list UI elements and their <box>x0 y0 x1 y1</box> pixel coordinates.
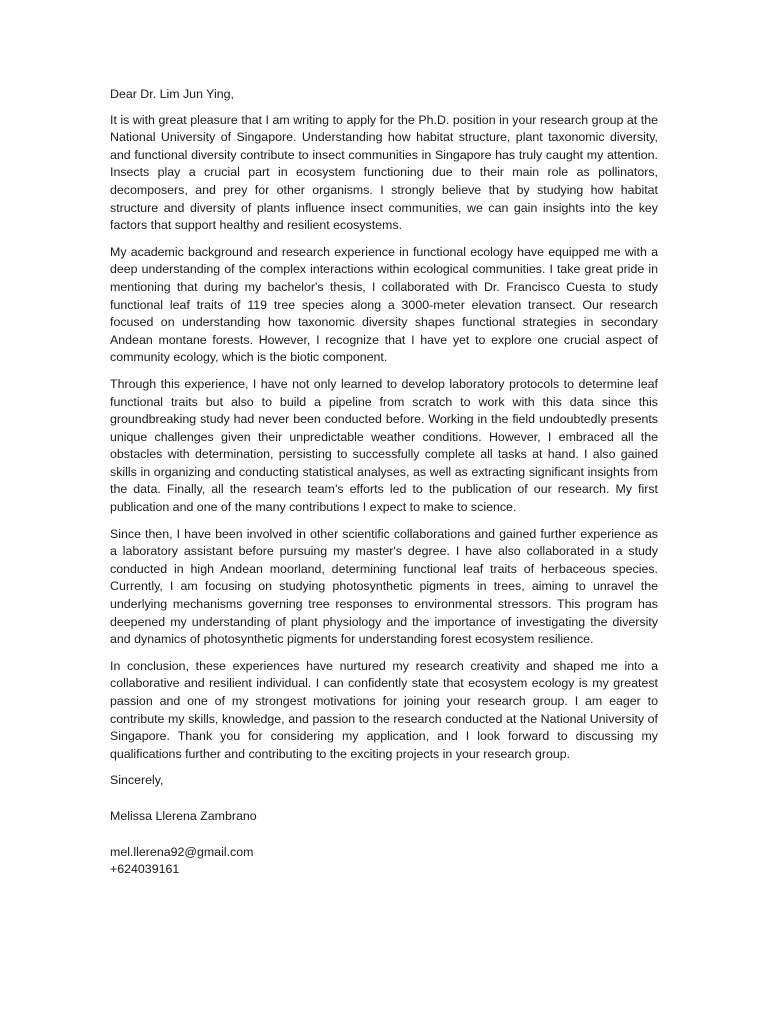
paragraph-conclusion: In conclusion, these experiences have nurtured my research creativity and shaped me into a collaborative and resilient individual. I can confidently state that ecosystem ecology is my greatest passion and one of my strongest motivations for joining your research group. I am eager to contribute my skills, knowledge, and passion to the research conducted at the National University of Singapore. Thank you for considering my application, and I look forward to discussing my qualifications further and contributing to the exciting projects in your research group. <box>110 658 658 761</box>
phone-number: +624039161 <box>110 862 180 877</box>
paragraph-intro: It is with great pleasure that I am writing to apply for the Ph.D. position in your research group at the National University of Singapore. Understanding how habitat structure, plant taxonomic diversity, and functional diversity contribute to insect communities in Singapore has truly caught my attention. Insects play a crucial part in ecosystem functioning due to their main role as pollinators, decomposers, and prey for other organisms. I strongly believe that by studying how habitat structure and diversity of plants influence insect communities, we can gain insights into the key factors that support healthy and resilient ecosystems. <box>110 112 658 233</box>
letter-page <box>110 86 658 879</box>
paragraph-experience: Through this experience, I have not only learned to develop laboratory protocols to determine leaf functional traits but also to build a pipeline from scratch to work with this data since this groundbreaking study had never been conducted before. Working in the field undoubtedly presents unique challenges given their unpredictable weather conditions. However, I embraced all the obstacles with determination, persisting to successfully complete all tasks at hand. I also gained skills in organizing and conducting statistical analyses, as well as extracting significant insights from the data. Finally, all the research team’s efforts led to the publication of our research. My first publication and one of the many contributions I expect to make to science. <box>110 376 658 515</box>
paragraph-background: My academic background and research experience in functional ecology have equipped me with a deep understanding of the complex interactions within ecological communities. I take great pride in mentioning that during my bachelor's thesis, I collaborated with Dr. Francisco Cuesta to study functional leaf traits of 119 tree species along a 3000-meter elevation transect. Our research focused on understanding how taxonomic diversity shapes functional strategies in secondary Andean montane forests. However, I recognize that I have yet to explore one crucial aspect of community ecology, which is the biotic component. <box>110 244 658 365</box>
email-address: mel.llerena92@gmail.com <box>110 844 254 859</box>
signature-name: Melissa Llerena Zambrano <box>110 808 257 823</box>
closing: Sincerely, <box>110 773 164 788</box>
paragraph-collaborations: Since then, I have been involved in other scientific collaborations and gained further experience as a laboratory assistant before pursuing my master's degree. I have also collaborated in a study conducted in high Andean moorland, determining functional leaf traits of herbaceous species. Currently, I am focusing on studying photosynthetic pigments in trees, aiming to unravel the underlying mechanisms governing tree responses to environmental stressors. This program has deepened my understanding of plant physiology and the importance of investigating the diversity and dynamics of photosynthetic pigments for understanding forest ecosystem resilience. <box>110 526 658 647</box>
salutation: Dear Dr. Lim Jun Ying, <box>110 87 234 101</box>
